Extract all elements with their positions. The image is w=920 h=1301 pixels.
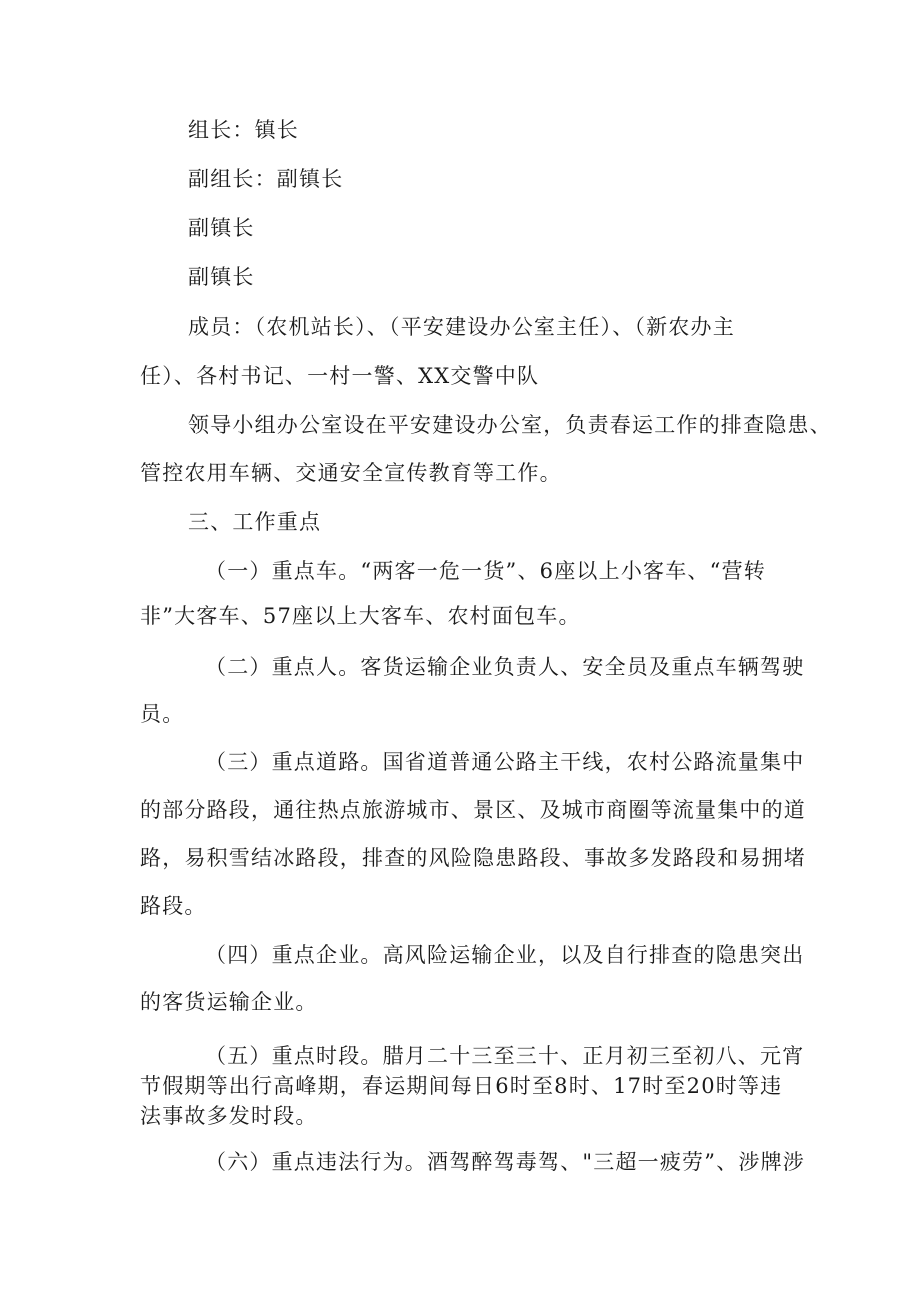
text-line-members: 成员：（农机站长）、（平安建设办公室主任）、（新农办主 (188, 315, 735, 339)
text-line-item-4: （四）重点企业。高风险运输企业，以及自行排查的隐患突出 (205, 943, 805, 967)
section-heading-work-focus: 三、工作重点 (188, 510, 322, 534)
text-line-members-cont: 任）、各村书记、一村一警、XX交警中队 (140, 364, 540, 388)
text-line-item-1-cont: 非”大客车、57座以上大客车、农村面包车。 (140, 604, 581, 628)
text-line-item-5-cont-2: 法事故多发时段。 (140, 1104, 318, 1128)
text-line-item-3: （三）重点道路。国省道普通公路主干线，农村公路流量集中 (205, 750, 805, 774)
text-line-item-5: （五）重点时段。腊月二十三至三十、正月初三至初八、元宵 (205, 1044, 805, 1068)
text-line-item-3-cont-1: 的部分路段，通往热点旅游城市、景区、及城市商圈等流量集中的道 (140, 798, 806, 822)
text-line-item-3-cont-2: 路，易积雪结冰路段，排查的风险隐患路段、事故多发路段和易拥堵 (140, 846, 806, 870)
text-line-item-2: （二）重点人。客货运输企业负责人、安全员及重点车辆驾驶 (205, 655, 805, 679)
text-line-item-2-cont: 员。 (140, 702, 185, 726)
text-line-item-6: （六）重点违法行为。酒驾醉驾毒驾、"三超一疲劳”、涉牌涉 (205, 1150, 805, 1174)
text-line-office: 领导小组办公室设在平安建设办公室，负责春运工作的排查隐患、 (188, 413, 832, 437)
text-line-item-4-cont: 的客货运输企业。 (140, 990, 318, 1014)
text-line-deputy-mayor-1: 副镇长 (188, 216, 255, 240)
text-line-office-cont: 管控农用车辆、交通安全宣传教育等工作。 (140, 461, 562, 485)
text-line-leader: 组长：镇长 (188, 118, 299, 142)
text-line-item-5-cont-1: 节假期等出行高峰期，春运期间每日6时至8时、17时至20时等违 (140, 1074, 783, 1098)
text-line-item-3-cont-3: 路段。 (140, 894, 207, 918)
text-line-deputy-leader: 副组长：副镇长 (188, 167, 344, 191)
text-line-item-1: （一）重点车。“两客一危一货”、6座以上小客车、“营转 (205, 559, 766, 583)
text-line-deputy-mayor-2: 副镇长 (188, 265, 255, 289)
